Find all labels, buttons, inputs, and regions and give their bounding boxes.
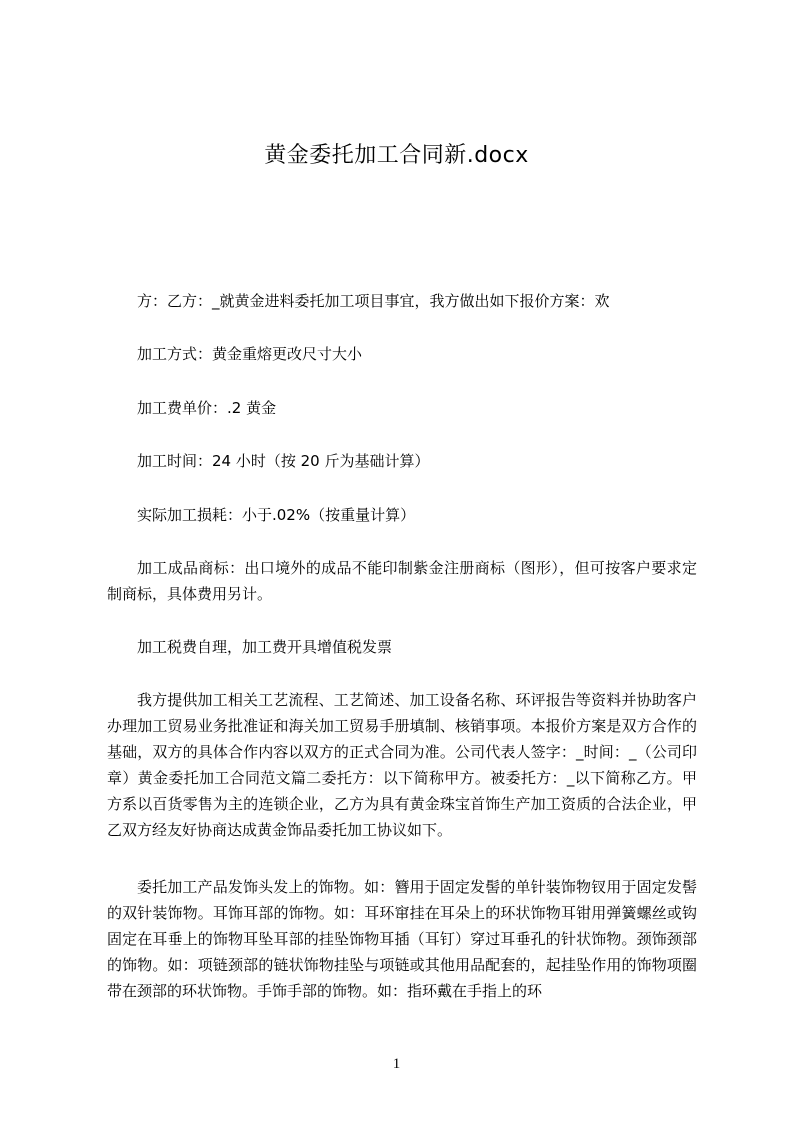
paragraph-trademark: 加工成品商标：出口境外的成品不能印制紫金注册商标（图形），但可按客户要求定制商标，具体费用另计。 [107,559,697,603]
page-number: 1 [392,1056,401,1072]
paragraph-product-types: 委托加工产品发饰头发上的饰物。如：簪用于固定发髻的单针装饰物钗用于固定发髻的双针装饰物。耳饰耳部的饰物。如：耳环窜挂在耳朵上的环状饰物耳钳用弹簧螺丝或钩固定在耳垂上的饰物耳坠耳部的挂坠饰物耳插（耳钉）穿过耳垂孔的针状饰物。颈饰颈部的饰物。如：项链颈部的链状饰物挂坠与项链或其他用品配套的，起挂坠作用的饰物项圈带在颈部的环状饰物。手饰手部的饰物。如：指环戴在手指上的环 [107,878,697,1000]
paragraph-taxes: 加工税费自理，加工费开具增值税发票 [137,638,393,656]
paragraph-processing-loss: 实际加工损耗：小于.02%（按重量计算） [137,506,416,524]
paragraph-quote-intro: 方：乙方：_就黄金进料委托加工项目事宜，我方做出如下报价方案：欢 [137,292,610,310]
document-title: 黄金委托加工合同新.docx [264,143,529,168]
paragraph-processing-time: 加工时间：24 小时（按 20 斤为基础计算） [137,452,430,470]
paragraph-service-and-contract: 我方提供加工相关工艺流程、工艺简述、加工设备名称、环评报告等资料并协助客户办理加工贸易业务批准证和海关加工贸易手册填制、核销事项。本报价方案是双方合作的基础，双方的具体合作内容以双方的正式合同为准。公司代表人签字：_时间：_（公司印章）黄金委托加工合同范文篇二委托方：以下简称甲方。被委托方：_以下简称乙方。甲方系以百货零售为主的连锁企业，乙方为具有黄金珠宝首饰生产加工资质的合法企业，甲乙双方经友好协商达成黄金饰品委托加工协议如下。 [107,691,697,839]
paragraph-unit-fee: 加工费单价：.2 黄金 [137,399,277,417]
paragraph-processing-method: 加工方式：黄金重熔更改尺寸大小 [137,345,363,363]
